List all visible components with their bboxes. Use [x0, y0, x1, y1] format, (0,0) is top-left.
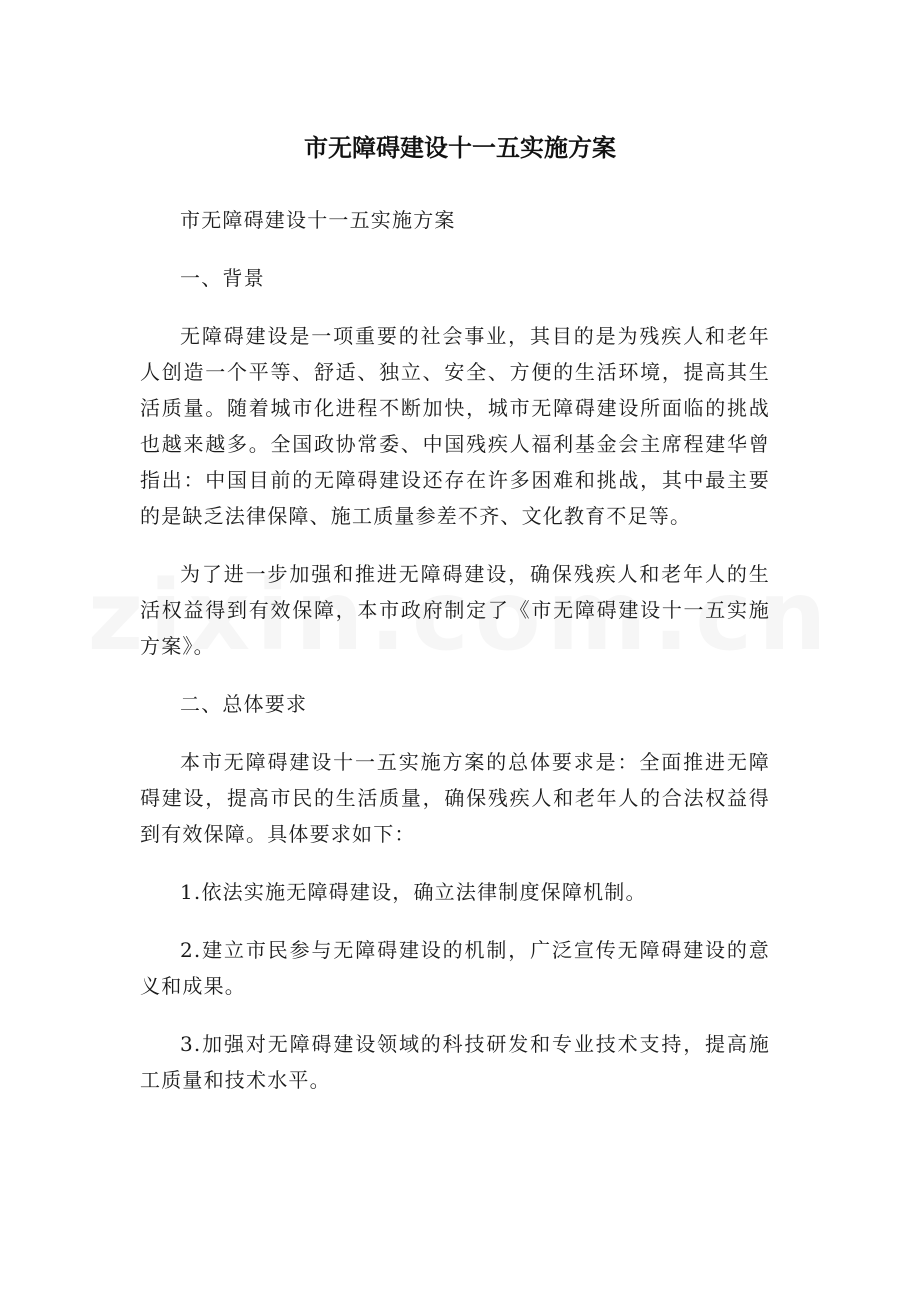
paragraph-purpose: 为了进一步加强和推进无障碍建设，确保残疾人和老年人的生活权益得到有效保障，本市政府制定了《市无障碍建设十一五实施方案》。	[140, 562, 770, 658]
list-item-2: 2.建立市民参与无障碍建设的机制，广泛宣传无障碍建设的意义和成果。	[140, 938, 770, 998]
list-item-1: 1.依法实施无障碍建设，确立法律制度保障机制。	[180, 880, 647, 904]
list-item-3: 3.加强对无障碍建设领域的科技研发和专业技术支持，提高施工质量和技术水平。	[140, 1032, 770, 1092]
section-heading-background: 一、背景	[180, 266, 265, 290]
section-heading-requirements: 二、总体要求	[180, 692, 308, 716]
document-body	[140, 202, 770, 1120]
paragraph-requirements: 本市无障碍建设十一五实施方案的总体要求是：全面推进无障碍建设，提高市民的生活质量，确保残疾人和老年人的合法权益得到有效保障。具体要求如下：	[140, 750, 770, 846]
paragraph-subtitle: 市无障碍建设十一五实施方案	[180, 208, 456, 232]
paragraph-background: 无障碍建设是一项重要的社会事业，其目的是为残疾人和老年人创造一个平等、舒适、独立、安全、方便的生活环境，提高其生活质量。随着城市化进程不断加快，城市无障碍建设所面临的挑战也越来越多。全国政协常委、中国残疾人福利基金会主席程建华曾指出：中国目前的无障碍建设还存在许多困难和挑战，其中最主要的是缺乏法律保障、施工质量参差不齐、文化教育不足等。	[140, 324, 770, 528]
document-title: 市无障碍建设十一五实施方案	[304, 134, 616, 162]
